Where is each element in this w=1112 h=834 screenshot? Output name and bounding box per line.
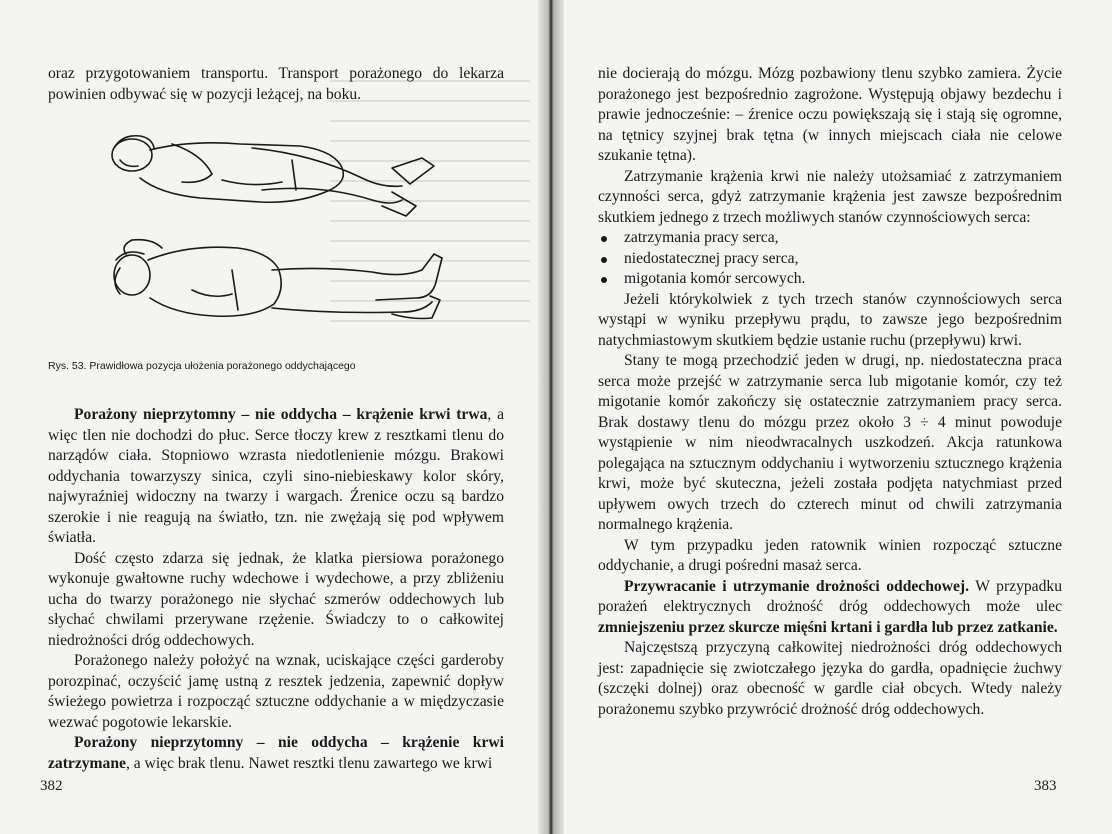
bold-heading: Porażony nieprzytomny – nie oddycha – krążenie krwi trwa — [74, 406, 488, 423]
left-page — [0, 0, 552, 834]
right-page-body — [598, 64, 1062, 720]
figure-lying-on-side-alt — [114, 240, 442, 319]
heart-states-list — [598, 228, 1062, 290]
bold-heading: Porażony nieprzytomny – nie oddycha – krążenie krwi zatrzymane — [48, 734, 504, 772]
intro-text: oraz przygotowaniem transportu. Transport porażonego do lekarza powinien odbywać się w pozycji leżącej, na boku. — [48, 65, 504, 103]
paragraph: nie docierają do mózgu. Mózg pozbawiony tlenu szybko zamiera. Życie porażonego jest bezpośrednio zagrożone. Występują objawy bezdechu i prawie jednocześnie: – źrenice oczu powiększają się i stają się ogromne, na tętnicy szyjnej brak tętna (w innych miejscach ciała nie celowe szukanie tętna). — [598, 65, 1062, 164]
list-item: niedostatecznej pracy serca, — [598, 249, 1062, 270]
right-page — [558, 0, 1112, 834]
page-number: 383 — [1034, 778, 1057, 794]
left-page-body — [48, 405, 504, 774]
paragraph: Stany te mogą przechodzić jeden w drugi, np. niedostateczna praca serca może przejść w zatrzymanie serca lub migotanie komór, czy też migotanie komór zakończy się ostatecznie zatrzymaniem pracy serca. Brak dostawy tlenu do mózgu przez około 3 ÷ 4 minut powoduje wystąpienie w nim nieodwracalnych uszkodzeń. Akcja ratunkowa polegająca na sztucznym oddychaniu i wytworzeniu sztucznego krążenia krwi, może być skuteczna, jeżeli została podjęta natychmiast przed upływem owych trzech do czterech minut od chwili zatrzymania normalnego krążenia. — [598, 352, 1062, 533]
paragraph-text: , a więc tlen nie dochodzi do płuc. Serce tłoczy krew z resztkami tlenu do narządów ciała. Stopniowo wzrasta niedotlenienie mózgu. Brakowi oddychania towarzyszy sinica, czyli sino-niebieskawy kolor skóry, najwyraźniej widoczny na twarzy i wargach. Źrenice oczu są bardzo szerokie i nie reagują na światło, tzn. nie zwężają się pod wpływem światła. — [48, 406, 504, 546]
list-item: zatrzymania pracy serca, — [598, 228, 1062, 249]
list-item: migotania komór sercowych. — [598, 269, 1062, 290]
paragraph: W tym przypadku jeden ratownik winien rozpocząć sztuczne oddychanie, a drugi pośredni masaż serca. — [598, 536, 1062, 574]
paragraph-breathing-arrest — [48, 405, 504, 549]
page-number: 382 — [40, 778, 63, 794]
figure-caption: Rys. 53. Prawidłowa pozycja ułożenia porażonego oddychającego — [48, 360, 356, 372]
bold-phrase: zmniejszeniu przez skurcze mięśni krtani i gardła lub przez zatkanie. — [598, 618, 1058, 636]
bold-heading: Przywracanie i utrzymanie drożności oddechowej. — [624, 577, 969, 595]
paragraph-text: , a więc brak tlenu. Nawet resztki tlenu zawartego we krwi — [125, 754, 493, 772]
paragraph-airway — [598, 577, 1062, 639]
paragraph: Zatrzymanie krążenia krwi nie należy utożsamiać z zatrzymaniem czynności serca, gdyż zatrzymanie krążenia jest zawsze bezpośrednim skutkiem jednego z trzech możliwych stanów czynnościowych serca: — [598, 167, 1062, 226]
paragraph: Porażonego należy położyć na wznak, uciskające części garderoby porozpinać, oczyścić jamę ustną z resztek jedzenia, zapewnić dopływ świeżego powietrza i rozpocząć sztuczne oddychanie a w międzyczasie wezwać pogotowie lekarskie. — [48, 652, 504, 731]
paragraph-circulation-arrest — [48, 733, 504, 774]
paragraph-text: W przypadku porażeń elektrycznych drożność dróg oddechowych może ulec — [598, 577, 1062, 615]
paragraph: Najczęstszą przyczyną całkowitej niedrożności dróg oddechowych jest: zapadnięcie się zwiotczałego języka do gardła, opadnięcie żuchwy (szczęki dolnej) oraz obecność w gardle ciał obcych. Wtedy należy porażonemu szybko przywrócić drożność dróg oddechowych. — [598, 639, 1062, 718]
paragraph: Dość często zdarza się jednak, że klatka piersiowa porażonego wykonuje gwałtowne ruchy wdechowe i wydechowe, a przy zbliżeniu ucha do twarzy porażonego nie słychać szmerów oddechowych lub słychać chwilami przerywane rzężenie. Świadczy to o całkowitej niedrożności dróg oddechowych. — [48, 549, 504, 649]
paragraph: Jeżeli którykolwiek z tych trzech stanów czynnościowych serca wystąpi w wyniku przepływu prądu, to zawsze jego bezpośrednim natychmiastowym skutkiem będzie ustanie ruchu (przepływu) krwi. — [598, 290, 1062, 349]
figure-lying-on-side — [112, 136, 434, 216]
recovery-position-illustration — [92, 120, 472, 355]
intro-paragraph — [48, 64, 504, 105]
